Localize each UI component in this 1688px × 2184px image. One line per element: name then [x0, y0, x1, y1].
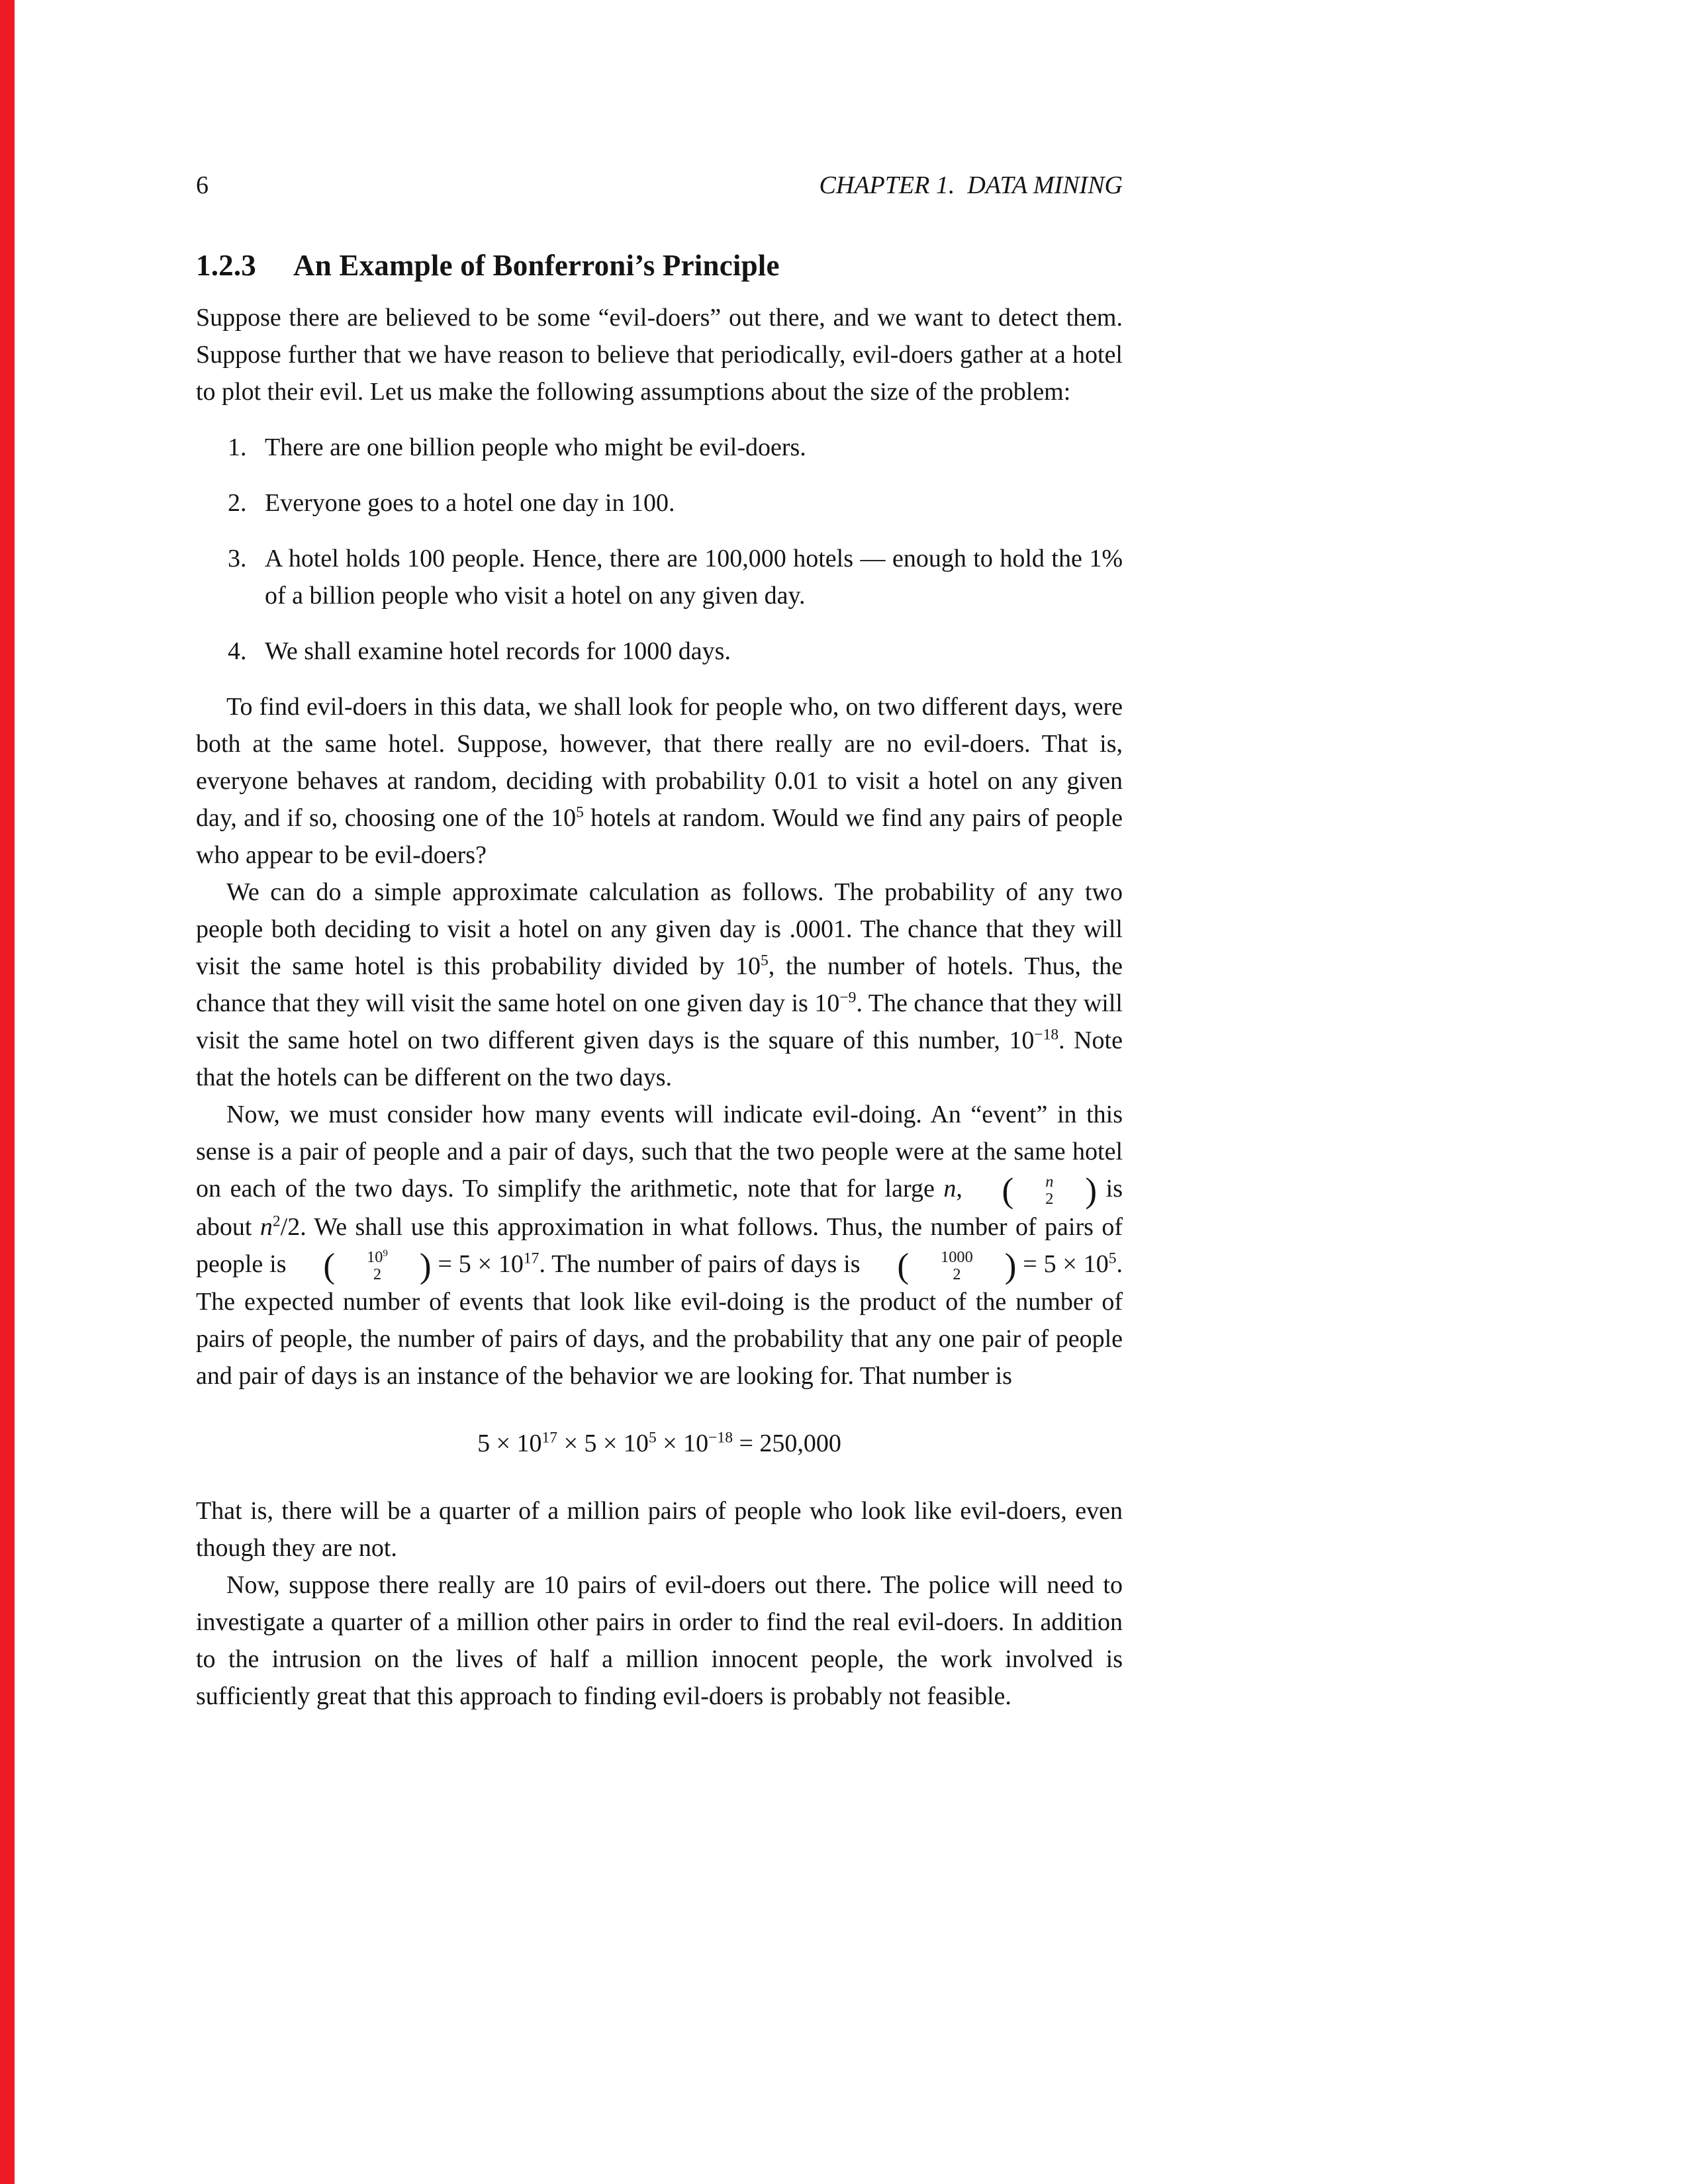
- section-number: 1.2.3: [196, 249, 256, 282]
- paragraph: Suppose there are believed to be some “evil-doers” out there, and we want to detect them. Suppose further that we have reason to believe that periodically, evil-doers gather at a hotel to plot their evil. Let us make the following assumptions about the size of the problem:: [196, 304, 1123, 406]
- superscript: −18: [1034, 1026, 1059, 1044]
- list-item: 3. A hotel holds 100 people. Hence, there are 100,000 hotels — enough to hold the 1% of a billion people who visit a hotel on any given day.: [196, 540, 1123, 614]
- list-item-number: 4.: [228, 637, 247, 665]
- paragraph: Now, suppose there really are 10 pairs of evil-doers out there. The police will need to investigate a quarter of a million other pairs in order to find the real evil-doers. In addition to the intrusion on the lives of half a million innocent people, the work involved is sufficiently great that this approach to finding evil-doers is probably not feasible.: [196, 1571, 1123, 1711]
- document-page: [196, 167, 1123, 1715]
- superscript: 5: [576, 803, 584, 821]
- list-item-number: 1.: [228, 433, 247, 461]
- section-heading: [196, 246, 1123, 285]
- list-item: 4. We shall examine hotel records for 1000 days.: [196, 633, 1123, 670]
- math-variable: n: [943, 1175, 957, 1203]
- running-head: CHAPTER 1. DATA MINING: [819, 171, 1123, 199]
- paragraph: Now, we must consider how many events will indicate evil-doing. An “event” in this sense is a pair of people and a pair of days, such that the two people were at the same hotel on each of the two days. To simplify the arithmetic, note that for large n, ( n 2 ) is about $n^2/2$. We shall use this approximation in what follows. Thus, the number of pairs of people is ( $10^9$ 2 ) = $5 \times 10^{17}$. The number of pairs of days is ( 1000 2 ) = $5 \times 10^5$. The expected number of events that look like evil-doing is the product of the number of pairs of people, the number of pairs of days, and the probability that any one pair of people and pair of days is an instance of the behavior we are looking for. That number is: [196, 1101, 1123, 1390]
- superscript: 17: [541, 1429, 558, 1447]
- section-title: An Example of Bonferroni’s Principle: [293, 249, 780, 282]
- binomial-coefficient: ( 1000 2 ): [897, 1246, 1017, 1285]
- superscript: 9: [383, 1248, 388, 1259]
- binomial-coefficient: ( $10^9$ 2 ): [323, 1246, 432, 1285]
- superscript: 5: [761, 952, 769, 970]
- paragraph: To find evil-doers in this data, we shall look for people who, on two different days, were both at the same hotel. Suppose, however, that there really are no evil-doers. That is, everyone behaves at random, deciding with probability 0.01 to visit a hotel on any given day, and if so, choosing one of the $10^5$ hotels at random. Would we find any pairs of people who appear to be evil-doers?: [196, 693, 1123, 869]
- page-body: [196, 299, 1123, 1715]
- numbered-list: [196, 429, 1123, 670]
- superscript: −18: [708, 1429, 733, 1447]
- display-equation: $5 \times 10^{17} \times 5 \times 10^5 \times 10^{-18} = 250,000$: [477, 1429, 841, 1458]
- list-item: 1. There are one billion people who might be evil-doers.: [196, 429, 1123, 466]
- binomial-coefficient: ( n 2 ): [1002, 1171, 1098, 1210]
- superscript: −9: [839, 989, 857, 1007]
- paragraph: That is, there will be a quarter of a million pairs of people who look like evil-doers, even though they are not.: [196, 1497, 1123, 1563]
- math-variable: n: [1045, 1173, 1054, 1191]
- list-item-number: 2.: [228, 489, 247, 517]
- superscript: 5: [1108, 1249, 1117, 1267]
- left-edge-stripe: [0, 0, 15, 2184]
- page-header: [196, 167, 1123, 204]
- math-variable: n: [259, 1212, 273, 1241]
- page-number: 6: [196, 171, 209, 199]
- superscript: 17: [523, 1249, 539, 1267]
- list-item: 2. Everyone goes to a hotel one day in 100.: [196, 484, 1123, 522]
- superscript: 2: [272, 1212, 281, 1230]
- list-item-number: 3.: [228, 545, 247, 572]
- paragraph: We can do a simple approximate calculation as follows. The probability of any two people both deciding to visit a hotel on any given day is .0001. The chance that they will visit the same hotel is this probability divided by $10^5$, the number of hotels. Thus, the chance that they will visit the same hotel on one given day is $10^{-9}$. The chance that they will visit the same hotel on two different given days is the square of this number, $10^{-18}$. Note that the hotels can be different on the two days.: [196, 878, 1123, 1091]
- superscript: 5: [648, 1429, 657, 1447]
